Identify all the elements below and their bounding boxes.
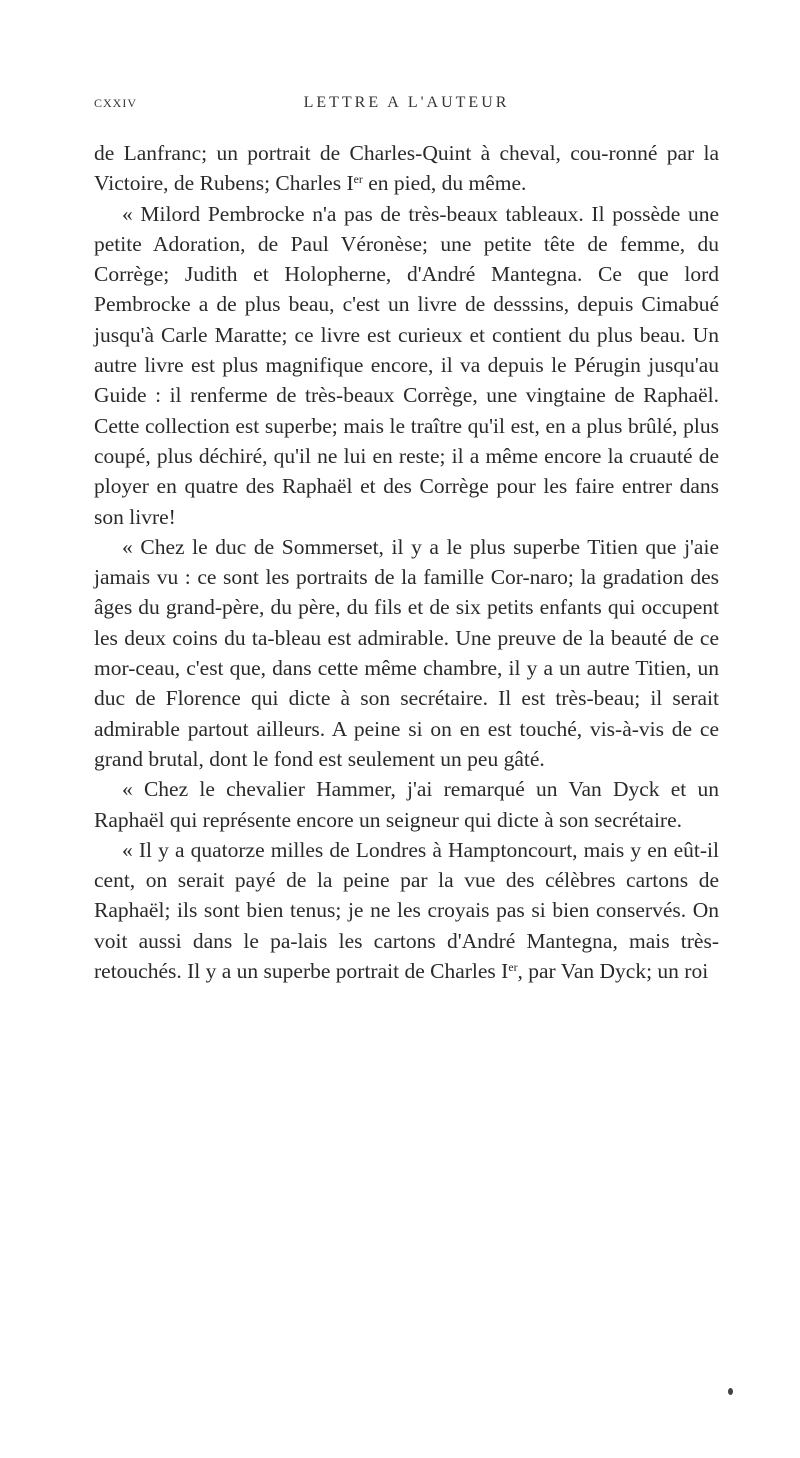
book-page	[94, 96, 719, 986]
paragraph-1-text: de Lanfranc; un portrait de Charles-Quint à cheval, cou-ronné par la Victoire, de Rubens; Charles I	[94, 141, 719, 196]
superscript-er: er	[508, 959, 518, 974]
paragraph-5	[94, 835, 719, 986]
paragraph-4: « Chez le chevalier Hammer, j'ai remarqué un Van Dyck et un Raphaël qui représente encore un seigneur qui dicte à son secrétaire.	[94, 777, 719, 832]
body-text	[94, 138, 719, 986]
paragraph-5-text: « Il y a quatorze milles de Londres à Hamptoncourt, mais y en eût-il cent, on serait payé de la peine par la vue des célèbres cartons de Raphaël; ils sont bien tenus; je ne les croyais pas si bien conservés. On voit aussi dans le pa-lais les cartons d'André Mantegna, mais très-retouchés. Il y a un superbe portrait de Charles I	[94, 837, 719, 984]
ink-speck	[728, 1388, 733, 1395]
paragraph-1	[94, 138, 719, 199]
paragraph-2: « Milord Pembrocke n'a pas de très-beaux tableaux. Il possède une petite Adoration, de Paul Véronèse; une petite tête de femme, du Corrège; Judith et Holopherne, d'André Mantegna. Ce que lord Pembrocke a de plus beau, c'est un livre de desssins, depuis Cimabué jusqu'à Carle Maratte; ce livre est curieux et contient du plus beau. Un autre livre est plus magnifique encore, il va depuis le Pérugin jusqu'au Guide : il renferme de très-beaux Corrège, une vingtaine de Raphaël. Cette collection est superbe; mais le traître qu'il est, en a plus brûlé, plus coupé, plus déchiré, qu'il ne lui en reste; il a même encore la cruauté de ployer en quatre des Raphaël et des Corrège pour les faire entrer dans son livre!	[94, 201, 719, 529]
paragraph-5-text-end: , par Van Dyck; un roi	[517, 959, 709, 984]
paragraph-3: « Chez le duc de Sommerset, il y a le plus superbe Titien que j'aie jamais vu : ce sont les portraits de la famille Cor-naro; la gradation des âges du grand-père, du père, du fils et de six petits enfants qui occupent les deux coins du ta-bleau est admirable. Une preuve de la beauté de ce mor-ceau, c'est que, dans cette même chambre, il y a un autre Titien, un duc de Florence qui dicte à son secrétaire. Il est très-beau; il serait admirable partout ailleurs. A peine si on en est touché, vis-à-vis de ce grand brutal, dont le fond est seulement un peu gâté.	[94, 534, 719, 771]
paragraph-1-text-end: en pied, du même.	[362, 171, 527, 196]
page-number: CXXIV	[94, 96, 137, 110]
running-title: LETTRE A L'AUTEUR	[303, 94, 510, 111]
running-head	[94, 96, 719, 126]
superscript-er: er	[353, 172, 363, 187]
